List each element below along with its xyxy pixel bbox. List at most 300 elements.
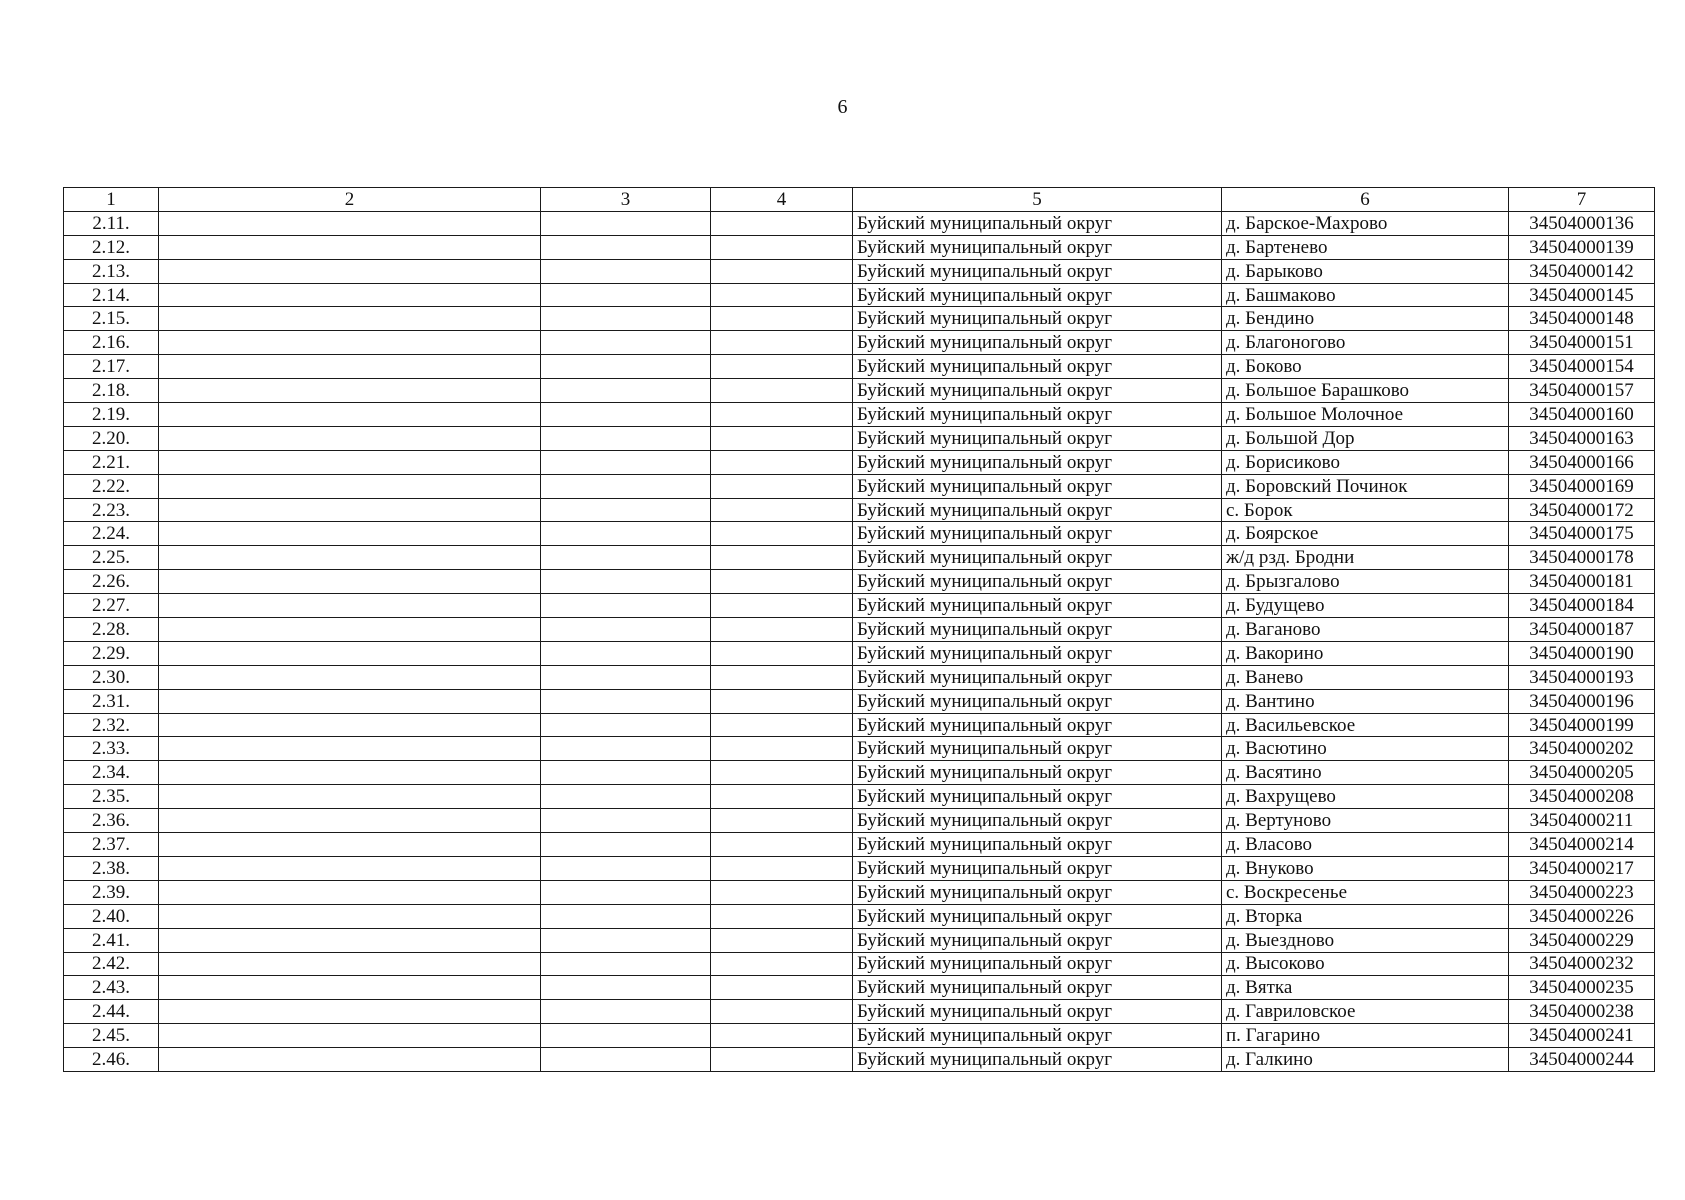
column-4-cell [711,474,853,498]
column-2-cell [159,426,541,450]
table-row [64,737,1655,761]
table-row [64,689,1655,713]
column-2-cell [159,235,541,259]
table-row [64,665,1655,689]
column-2-cell [159,928,541,952]
column-3-cell [541,833,711,857]
row-number-cell: 2.16. [64,331,159,355]
column-2-cell [159,570,541,594]
column-4-cell [711,689,853,713]
oktmo-code-cell: 34504000166 [1509,450,1655,474]
column-4-cell [711,283,853,307]
oktmo-code-cell: 34504000217 [1509,856,1655,880]
column-3-cell [541,235,711,259]
oktmo-code-cell: 34504000181 [1509,570,1655,594]
table-row [64,283,1655,307]
table-row [64,450,1655,474]
column-3-cell [541,522,711,546]
column-2-cell [159,546,541,570]
row-number-cell: 2.44. [64,1000,159,1024]
settlement-cell: с. Воскресенье [1222,880,1509,904]
district-cell: Буйский муниципальный округ [853,594,1222,618]
oktmo-code-cell: 34504000235 [1509,976,1655,1000]
column-3-cell [541,976,711,1000]
row-number-cell: 2.13. [64,259,159,283]
settlement-cell: д. Башмаково [1222,283,1509,307]
settlement-cell: д. Вятка [1222,976,1509,1000]
settlement-cell: д. Благоногово [1222,331,1509,355]
column-4-cell [711,856,853,880]
table-row [64,331,1655,355]
column-4-cell [711,880,853,904]
row-number-cell: 2.46. [64,1048,159,1072]
column-4-cell [711,809,853,833]
column-3-cell [541,474,711,498]
column-2-cell [159,283,541,307]
table-row [64,713,1655,737]
column-3-cell [541,450,711,474]
oktmo-code-cell: 34504000199 [1509,713,1655,737]
row-number-cell: 2.21. [64,450,159,474]
district-cell: Буйский муниципальный округ [853,474,1222,498]
column-2-cell [159,474,541,498]
district-cell: Буйский муниципальный округ [853,761,1222,785]
table-row [64,379,1655,403]
row-number-cell: 2.34. [64,761,159,785]
district-cell: Буйский муниципальный округ [853,1024,1222,1048]
column-2-cell [159,641,541,665]
settlement-cell: д. Власово [1222,833,1509,857]
table-row [64,809,1655,833]
settlement-cell: д. Васильевское [1222,713,1509,737]
row-number-cell: 2.42. [64,952,159,976]
column-3-cell [541,928,711,952]
settlement-cell: д. Борисиково [1222,450,1509,474]
column-4-cell [711,522,853,546]
column-3-cell [541,809,711,833]
row-number-cell: 2.29. [64,641,159,665]
row-number-cell: 2.35. [64,785,159,809]
row-number-cell: 2.23. [64,498,159,522]
column-3-cell [541,761,711,785]
column-2-cell [159,331,541,355]
column-3-cell [541,259,711,283]
table-row [64,211,1655,235]
column-4-cell [711,211,853,235]
column-4-cell [711,235,853,259]
header-row [64,188,1655,212]
oktmo-code-cell: 34504000151 [1509,331,1655,355]
settlement-cell: д. Большое Молочное [1222,403,1509,427]
district-cell: Буйский муниципальный округ [853,307,1222,331]
column-4-cell [711,976,853,1000]
oktmo-code-cell: 34504000184 [1509,594,1655,618]
column-2-cell [159,737,541,761]
column-4-cell [711,307,853,331]
row-number-cell: 2.32. [64,713,159,737]
table-row [64,952,1655,976]
column-3-cell [541,307,711,331]
column-4-cell [711,259,853,283]
column-header-6: 6 [1222,188,1509,212]
column-3-cell [541,665,711,689]
column-2-cell [159,522,541,546]
district-cell: Буйский муниципальный округ [853,331,1222,355]
column-4-cell [711,761,853,785]
district-cell: Буйский муниципальный округ [853,641,1222,665]
oktmo-code-cell: 34504000172 [1509,498,1655,522]
row-number-cell: 2.14. [64,283,159,307]
table-row [64,1000,1655,1024]
column-4-cell [711,618,853,642]
oktmo-code-cell: 34504000145 [1509,283,1655,307]
column-4-cell [711,331,853,355]
column-4-cell [711,546,853,570]
column-2-cell [159,379,541,403]
district-cell: Буйский муниципальный округ [853,355,1222,379]
table-row [64,570,1655,594]
district-cell: Буйский муниципальный округ [853,522,1222,546]
oktmo-code-cell: 34504000193 [1509,665,1655,689]
column-4-cell [711,594,853,618]
table-header [64,188,1655,212]
column-2-cell [159,450,541,474]
oktmo-code-cell: 34504000205 [1509,761,1655,785]
column-2-cell [159,856,541,880]
column-3-cell [541,546,711,570]
table-row [64,641,1655,665]
table-row [64,355,1655,379]
column-3-cell [541,1024,711,1048]
row-number-cell: 2.39. [64,880,159,904]
settlement-cell: ж/д рзд. Бродни [1222,546,1509,570]
column-3-cell [541,403,711,427]
row-number-cell: 2.41. [64,928,159,952]
column-3-cell [541,498,711,522]
oktmo-code-cell: 34504000190 [1509,641,1655,665]
column-2-cell [159,713,541,737]
district-cell: Буйский муниципальный округ [853,1048,1222,1072]
column-3-cell [541,618,711,642]
row-number-cell: 2.31. [64,689,159,713]
row-number-cell: 2.12. [64,235,159,259]
table-row [64,785,1655,809]
table-row [64,761,1655,785]
row-number-cell: 2.19. [64,403,159,427]
table-row [64,474,1655,498]
column-2-cell [159,259,541,283]
oktmo-code-cell: 34504000178 [1509,546,1655,570]
column-4-cell [711,403,853,427]
settlement-cell: д. Вертуново [1222,809,1509,833]
column-4-cell [711,570,853,594]
settlement-cell: д. Ваганово [1222,618,1509,642]
row-number-cell: 2.11. [64,211,159,235]
column-2-cell [159,403,541,427]
settlement-cell: д. Выездново [1222,928,1509,952]
district-cell: Буйский муниципальный округ [853,785,1222,809]
table-row [64,1024,1655,1048]
settlement-cell: д. Вакорино [1222,641,1509,665]
oktmo-code-cell: 34504000187 [1509,618,1655,642]
district-cell: Буйский муниципальный округ [853,737,1222,761]
column-header-3: 3 [541,188,711,212]
row-number-cell: 2.26. [64,570,159,594]
column-4-cell [711,785,853,809]
column-3-cell [541,785,711,809]
column-header-1: 1 [64,188,159,212]
district-cell: Буйский муниципальный округ [853,689,1222,713]
column-header-2: 2 [159,188,541,212]
table-body [64,211,1655,1071]
column-4-cell [711,641,853,665]
district-cell: Буйский муниципальный округ [853,665,1222,689]
column-2-cell [159,785,541,809]
column-4-cell [711,450,853,474]
column-3-cell [541,1000,711,1024]
column-3-cell [541,880,711,904]
table-row [64,403,1655,427]
column-3-cell [541,856,711,880]
settlement-cell: д. Васютино [1222,737,1509,761]
column-3-cell [541,952,711,976]
column-4-cell [711,665,853,689]
settlement-cell: с. Борок [1222,498,1509,522]
column-4-cell [711,355,853,379]
column-3-cell [541,379,711,403]
column-2-cell [159,880,541,904]
column-4-cell [711,952,853,976]
row-number-cell: 2.40. [64,904,159,928]
district-cell: Буйский муниципальный округ [853,976,1222,1000]
oktmo-code-cell: 34504000142 [1509,259,1655,283]
district-cell: Буйский муниципальный округ [853,880,1222,904]
row-number-cell: 2.37. [64,833,159,857]
oktmo-code-cell: 34504000139 [1509,235,1655,259]
row-number-cell: 2.38. [64,856,159,880]
district-cell: Буйский муниципальный округ [853,1000,1222,1024]
settlement-cell: д. Галкино [1222,1048,1509,1072]
settlement-cell: п. Гагарино [1222,1024,1509,1048]
column-3-cell [541,904,711,928]
column-3-cell [541,713,711,737]
column-header-7: 7 [1509,188,1655,212]
column-4-cell [711,833,853,857]
district-cell: Буйский муниципальный округ [853,809,1222,833]
district-cell: Буйский муниципальный округ [853,450,1222,474]
column-4-cell [711,904,853,928]
district-cell: Буйский муниципальный округ [853,211,1222,235]
oktmo-code-cell: 34504000214 [1509,833,1655,857]
settlement-cell: д. Большой Дор [1222,426,1509,450]
column-3-cell [541,211,711,235]
column-2-cell [159,809,541,833]
column-3-cell [541,1048,711,1072]
district-cell: Буйский муниципальный округ [853,235,1222,259]
oktmo-code-cell: 34504000136 [1509,211,1655,235]
column-4-cell [711,928,853,952]
settlement-cell: д. Высоково [1222,952,1509,976]
row-number-cell: 2.28. [64,618,159,642]
column-4-cell [711,379,853,403]
oktmo-code-cell: 34504000229 [1509,928,1655,952]
page-number: 6 [837,96,848,118]
table-row [64,833,1655,857]
row-number-cell: 2.20. [64,426,159,450]
table-row [64,1048,1655,1072]
district-cell: Буйский муниципальный округ [853,426,1222,450]
table-row [64,235,1655,259]
district-cell: Буйский муниципальный округ [853,379,1222,403]
oktmo-code-cell: 34504000244 [1509,1048,1655,1072]
column-3-cell [541,426,711,450]
settlement-cell: д. Будущево [1222,594,1509,618]
settlement-cell: д. Барское-Махрово [1222,211,1509,235]
column-2-cell [159,498,541,522]
oktmo-code-cell: 34504000226 [1509,904,1655,928]
column-3-cell [541,283,711,307]
oktmo-code-cell: 34504000241 [1509,1024,1655,1048]
oktmo-code-cell: 34504000211 [1509,809,1655,833]
row-number-cell: 2.15. [64,307,159,331]
row-number-cell: 2.18. [64,379,159,403]
column-header-4: 4 [711,188,853,212]
column-4-cell [711,498,853,522]
settlement-cell: д. Внуково [1222,856,1509,880]
settlement-cell: д. Боровский Починок [1222,474,1509,498]
row-number-cell: 2.22. [64,474,159,498]
column-2-cell [159,761,541,785]
district-cell: Буйский муниципальный округ [853,570,1222,594]
table-row [64,880,1655,904]
row-number-cell: 2.30. [64,665,159,689]
column-3-cell [541,594,711,618]
settlement-cell: д. Барыково [1222,259,1509,283]
column-2-cell [159,307,541,331]
column-2-cell [159,665,541,689]
table-row [64,522,1655,546]
row-number-cell: 2.36. [64,809,159,833]
settlement-cell: д. Брызгалово [1222,570,1509,594]
oktmo-code-cell: 34504000232 [1509,952,1655,976]
table-row [64,856,1655,880]
district-cell: Буйский муниципальный округ [853,283,1222,307]
column-4-cell [711,1048,853,1072]
table-row [64,618,1655,642]
oktmo-code-cell: 34504000154 [1509,355,1655,379]
column-2-cell [159,904,541,928]
district-cell: Буйский муниципальный округ [853,904,1222,928]
table-row [64,307,1655,331]
oktmo-code-cell: 34504000196 [1509,689,1655,713]
column-2-cell [159,355,541,379]
column-4-cell [711,1000,853,1024]
settlement-cell: д. Вантино [1222,689,1509,713]
column-2-cell [159,833,541,857]
table-row [64,546,1655,570]
district-cell: Буйский муниципальный округ [853,259,1222,283]
oktmo-code-cell: 34504000208 [1509,785,1655,809]
column-3-cell [541,355,711,379]
settlement-cell: д. Большое Барашково [1222,379,1509,403]
district-cell: Буйский муниципальный округ [853,856,1222,880]
district-cell: Буйский муниципальный округ [853,546,1222,570]
settlement-cell: д. Боярское [1222,522,1509,546]
column-2-cell [159,689,541,713]
table-row [64,904,1655,928]
column-2-cell [159,1000,541,1024]
settlement-cell: д. Васятино [1222,761,1509,785]
column-2-cell [159,211,541,235]
column-4-cell [711,426,853,450]
oktmo-code-cell: 34504000163 [1509,426,1655,450]
row-number-cell: 2.25. [64,546,159,570]
oktmo-code-cell: 34504000148 [1509,307,1655,331]
column-header-5: 5 [853,188,1222,212]
oktmo-code-cell: 34504000202 [1509,737,1655,761]
column-2-cell [159,952,541,976]
oktmo-code-cell: 34504000223 [1509,880,1655,904]
row-number-cell: 2.27. [64,594,159,618]
column-4-cell [711,737,853,761]
column-3-cell [541,331,711,355]
column-2-cell [159,1024,541,1048]
table-row [64,928,1655,952]
column-3-cell [541,641,711,665]
settlements-table [63,187,1655,1072]
settlement-cell: д. Вахрущево [1222,785,1509,809]
settlement-cell: д. Бендино [1222,307,1509,331]
oktmo-code-cell: 34504000238 [1509,1000,1655,1024]
table-row [64,498,1655,522]
column-2-cell [159,1048,541,1072]
district-cell: Буйский муниципальный округ [853,403,1222,427]
district-cell: Буйский муниципальный округ [853,713,1222,737]
oktmo-code-cell: 34504000169 [1509,474,1655,498]
column-4-cell [711,1024,853,1048]
oktmo-code-cell: 34504000157 [1509,379,1655,403]
settlement-cell: д. Боково [1222,355,1509,379]
district-cell: Буйский муниципальный округ [853,833,1222,857]
row-number-cell: 2.24. [64,522,159,546]
table-row [64,259,1655,283]
settlement-cell: д. Гавриловское [1222,1000,1509,1024]
district-cell: Буйский муниципальный округ [853,928,1222,952]
column-2-cell [159,618,541,642]
district-cell: Буйский муниципальный округ [853,498,1222,522]
settlement-cell: д. Вторка [1222,904,1509,928]
column-2-cell [159,976,541,1000]
settlement-cell: д. Бартенево [1222,235,1509,259]
settlement-cell: д. Ванево [1222,665,1509,689]
district-cell: Буйский муниципальный округ [853,618,1222,642]
column-2-cell [159,594,541,618]
table-row [64,426,1655,450]
row-number-cell: 2.45. [64,1024,159,1048]
column-3-cell [541,570,711,594]
column-4-cell [711,713,853,737]
row-number-cell: 2.33. [64,737,159,761]
column-3-cell [541,689,711,713]
table-row [64,594,1655,618]
column-3-cell [541,737,711,761]
row-number-cell: 2.17. [64,355,159,379]
district-cell: Буйский муниципальный округ [853,952,1222,976]
oktmo-code-cell: 34504000175 [1509,522,1655,546]
table-row [64,976,1655,1000]
row-number-cell: 2.43. [64,976,159,1000]
oktmo-code-cell: 34504000160 [1509,403,1655,427]
